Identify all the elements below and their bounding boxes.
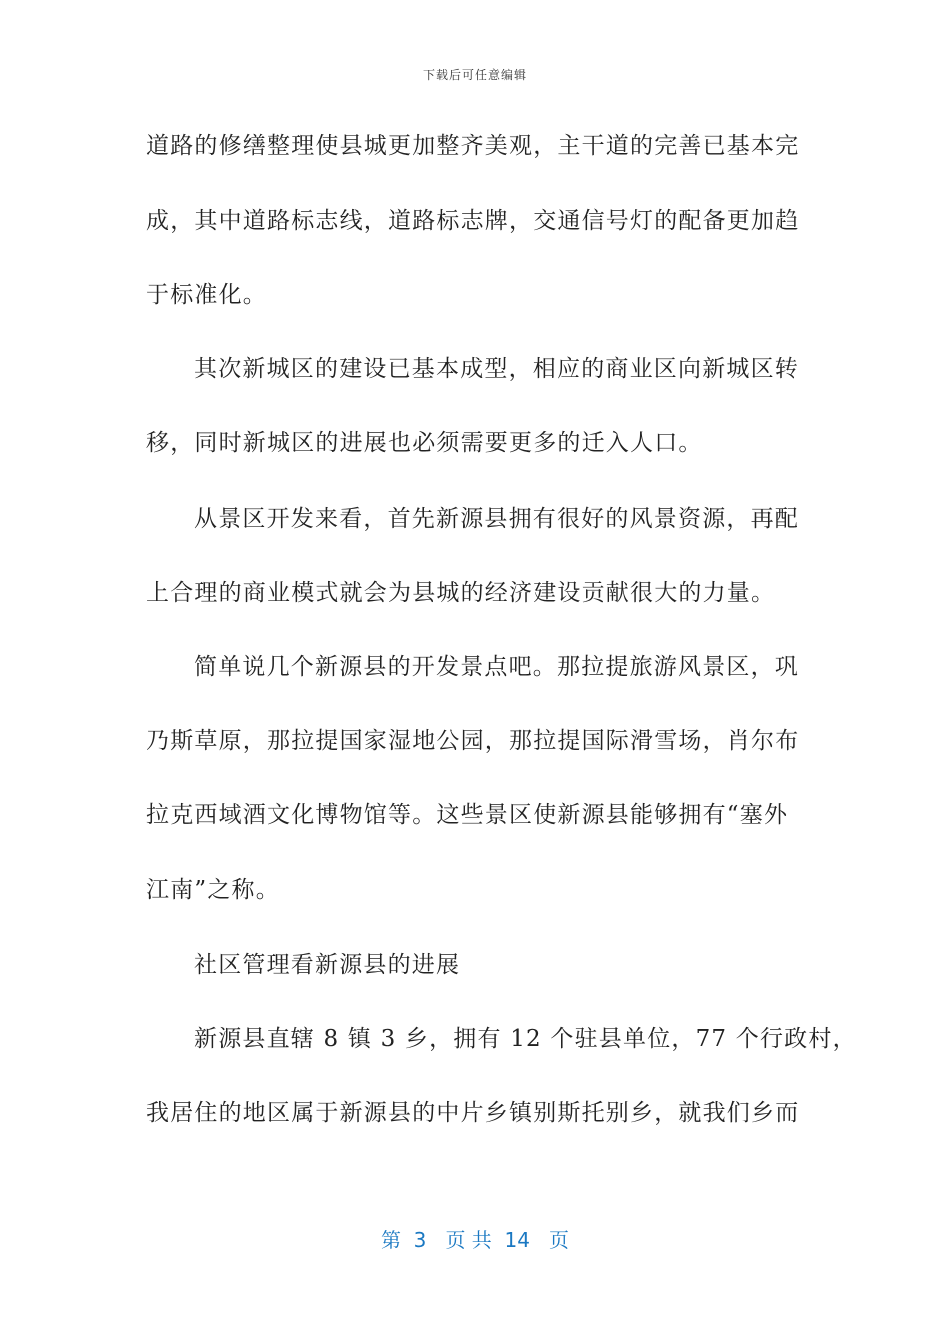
paragraph-line: 移，同时新城区的进展也必须需要更多的迁入人口。: [146, 430, 703, 456]
page-footer: 第 3 页 共 14 页: [380, 1228, 570, 1252]
paragraph-line: 拉克西域酒文化博物馆等。这些景区使新源县能够拥有“塞外: [146, 802, 789, 828]
paragraph-line: 从景区开发来看，首先新源县拥有很好的风景资源，再配: [194, 506, 799, 532]
paragraph-line: 我居住的地区属于新源县的中片乡镇别斯托别乡，就我们乡而: [146, 1100, 800, 1126]
page-header: 下载后可任意编辑: [422, 68, 527, 82]
paragraph-line: 上合理的商业模式就会为县城的经济建设贡献很大的力量。: [146, 580, 776, 606]
section-heading: 社区管理看新源县的进展: [194, 952, 461, 978]
paragraph-line: 成，其中道路标志线，道路标志牌，交通信号灯的配备更加趋: [146, 208, 800, 234]
paragraph-line: 简单说几个新源县的开发景点吧。那拉提旅游风景区，巩: [194, 654, 799, 680]
paragraph-line: 新源县直辖 8 镇 3 乡，拥有 12 个驻县单位，77 个行政村，: [194, 1026, 857, 1052]
paragraph-line: 道路的修缮整理使县城更加整齐美观，主干道的完善已基本完: [146, 133, 800, 159]
paragraph-line: 其次新城区的建设已基本成型，相应的商业区向新城区转: [194, 356, 799, 382]
paragraph-line: 乃斯草原，那拉提国家湿地公园，那拉提国际滑雪场，肖尔布: [146, 728, 800, 754]
paragraph-line: 于标准化。: [146, 282, 267, 308]
paragraph-line: 江南”之称。: [146, 877, 280, 903]
